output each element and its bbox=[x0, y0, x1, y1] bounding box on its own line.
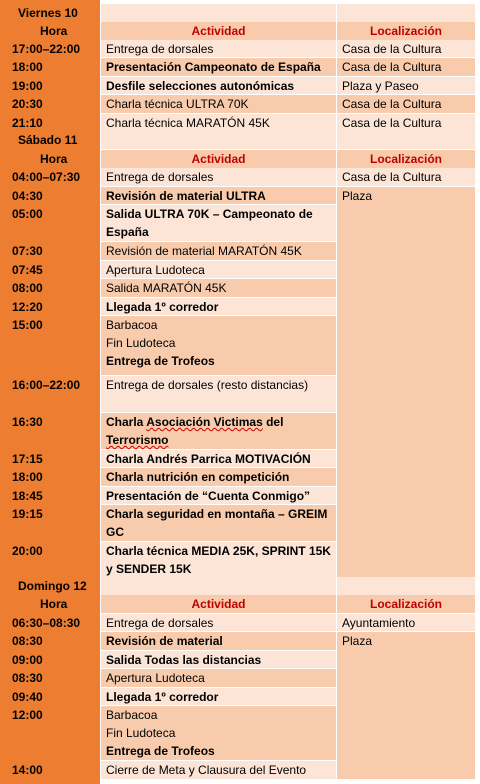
activity-text: Revisión de material MARATÓN 45K bbox=[106, 244, 302, 258]
time-cell: 19:15 bbox=[4, 505, 100, 541]
location-text: Plaza y Paseo bbox=[342, 79, 419, 93]
location-text: Casa de la Cultura bbox=[342, 42, 442, 56]
activity-cell bbox=[101, 651, 336, 668]
location-text: Casa de la Cultura bbox=[342, 97, 442, 111]
activity-text: Barbacoa bbox=[106, 318, 158, 332]
activity-text: Revisión de material ULTRA bbox=[106, 189, 266, 203]
activity-cell bbox=[101, 505, 336, 541]
time-cell: 20:00 bbox=[4, 542, 100, 577]
activity-cell bbox=[101, 614, 336, 631]
time-cell: 12:20 bbox=[4, 298, 100, 315]
day-title-spacer bbox=[101, 4, 336, 22]
time-cell: 18:00 bbox=[4, 58, 100, 76]
localizacion-header: Localización bbox=[337, 22, 475, 40]
actividad-header: Actividad bbox=[101, 150, 336, 168]
activity-cell bbox=[101, 40, 336, 57]
activity-text: Desfile selecciones autonómicas bbox=[106, 79, 295, 93]
time-cell: 06:30–08:30 bbox=[4, 614, 100, 631]
actividad-header: Actividad bbox=[101, 595, 336, 613]
activity-cell bbox=[101, 450, 336, 467]
location-cell bbox=[337, 187, 475, 577]
activity-text: Salida Todas las distancias bbox=[106, 653, 262, 667]
location-text: Ayuntamiento bbox=[342, 616, 416, 630]
time-cell: 08:30 bbox=[4, 669, 100, 687]
activity-cell bbox=[101, 542, 336, 577]
activity-cell bbox=[101, 95, 336, 113]
activity-text: Entrega de Trofeos bbox=[106, 354, 215, 368]
activity-text: Revisión de material bbox=[106, 634, 223, 648]
activity-text: Barbacoa bbox=[106, 708, 158, 722]
activity-text: Charla técnica MARATÓN 45K bbox=[106, 116, 270, 130]
actividad-header: Actividad bbox=[101, 22, 336, 40]
activity-text: Apertura Ludoteca bbox=[106, 671, 205, 685]
location-text: Casa de la Cultura bbox=[342, 170, 442, 184]
activity-text: Charla nutrición en competición bbox=[106, 470, 290, 484]
activity-cell bbox=[101, 205, 336, 241]
activity-cell bbox=[101, 468, 336, 486]
activity-text: Terrorismo bbox=[106, 433, 169, 447]
time-cell: 04:00–07:30 bbox=[4, 168, 100, 186]
day-title-spacer bbox=[101, 577, 336, 595]
activity-text: Charla Andrés Parrica MOTIVACIÓN bbox=[106, 452, 311, 466]
activity-text: Presentación de “Cuenta Conmigo” bbox=[106, 489, 311, 503]
activity-cell bbox=[101, 316, 336, 375]
time-cell: 09:00 bbox=[4, 651, 100, 668]
location-cell bbox=[337, 40, 475, 57]
activity-text: del bbox=[262, 415, 284, 429]
activity-cell bbox=[101, 413, 336, 449]
activity-text: Charla seguridad en montaña – GREIM GC bbox=[106, 507, 328, 539]
time-cell: 16:00–22:00 bbox=[4, 376, 100, 412]
time-cell: 16:30 bbox=[4, 413, 100, 449]
activity-text: Presentación Campeonato de España bbox=[106, 60, 321, 74]
activity-cell bbox=[101, 669, 336, 687]
activity-cell bbox=[101, 279, 336, 297]
activity-text: Salida MARATÓN 45K bbox=[106, 281, 227, 295]
location-text: Plaza bbox=[342, 189, 373, 203]
activity-text: Asociación Victimas bbox=[146, 415, 263, 429]
activity-cell bbox=[101, 706, 336, 760]
activity-cell bbox=[101, 632, 336, 650]
activity-text: Entrega de Trofeos bbox=[106, 744, 215, 758]
activity-cell bbox=[101, 261, 336, 278]
activity-cell bbox=[101, 77, 336, 94]
day-title: Domingo 12 bbox=[4, 577, 100, 595]
day-title-spacer bbox=[337, 577, 475, 595]
time-cell: 07:45 bbox=[4, 261, 100, 278]
activity-cell bbox=[101, 376, 336, 412]
activity-text: Charla bbox=[106, 415, 147, 429]
time-cell: 17:15 bbox=[4, 450, 100, 467]
activity-text: Charla técnica ULTRA 70K bbox=[106, 97, 249, 111]
activity-text: Apertura Ludoteca bbox=[106, 263, 205, 277]
activity-text: Llegada 1º corredor bbox=[106, 690, 219, 704]
time-cell: 04:30 bbox=[4, 187, 100, 204]
activity-cell bbox=[101, 114, 336, 131]
activity-cell bbox=[101, 168, 336, 186]
day-title-spacer bbox=[337, 4, 475, 22]
location-cell bbox=[337, 77, 475, 94]
location-cell bbox=[337, 168, 475, 186]
day-title-spacer bbox=[101, 131, 336, 149]
time-cell: 15:00 bbox=[4, 316, 100, 375]
activity-cell bbox=[101, 487, 336, 504]
activity-text: Charla técnica MEDIA 25K, SPRINT 15K y SENDER 15K bbox=[106, 544, 331, 576]
time-cell: 12:00 bbox=[4, 706, 100, 760]
activity-text: Fin Ludoteca bbox=[106, 726, 176, 740]
activity-text: Entrega de dorsales bbox=[106, 42, 214, 56]
activity-text: Fin Ludoteca bbox=[106, 336, 176, 350]
localizacion-header: Localización bbox=[337, 150, 475, 168]
time-cell: 19:00 bbox=[4, 77, 100, 94]
hora-header: Hora bbox=[4, 595, 100, 613]
time-cell: 17:00–22:00 bbox=[4, 40, 100, 57]
location-cell bbox=[337, 632, 475, 779]
time-cell: 08:00 bbox=[4, 279, 100, 297]
time-cell: 14:00 bbox=[4, 761, 100, 779]
location-text: Plaza bbox=[342, 634, 373, 648]
time-cell: 07:30 bbox=[4, 242, 100, 260]
activity-cell bbox=[101, 298, 336, 315]
time-cell: 09:40 bbox=[4, 688, 100, 705]
activity-cell bbox=[101, 688, 336, 705]
time-cell: 08:30 bbox=[4, 632, 100, 650]
time-cell: 18:45 bbox=[4, 487, 100, 504]
hora-header: Hora bbox=[4, 150, 100, 168]
footer-band bbox=[0, 779, 100, 784]
location-cell bbox=[337, 114, 475, 131]
activity-cell bbox=[101, 761, 336, 779]
activity-cell bbox=[101, 187, 336, 204]
activity-text: Entrega de dorsales bbox=[106, 170, 214, 184]
hora-header: Hora bbox=[4, 22, 100, 40]
activity-cell bbox=[101, 242, 336, 260]
time-cell: 05:00 bbox=[4, 205, 100, 241]
time-cell: 20:30 bbox=[4, 95, 100, 113]
time-cell: 21:10 bbox=[4, 114, 100, 131]
day-title: Viernes 10 bbox=[4, 4, 100, 22]
activity-cell bbox=[101, 58, 336, 76]
localizacion-header: Localización bbox=[337, 595, 475, 613]
location-cell bbox=[337, 95, 475, 113]
location-cell bbox=[337, 58, 475, 76]
location-cell bbox=[337, 614, 475, 631]
time-cell: 18:00 bbox=[4, 468, 100, 486]
day-title-spacer bbox=[337, 131, 475, 149]
activity-text: Entrega de dorsales bbox=[106, 616, 214, 630]
day-title: Sábado 11 bbox=[4, 131, 100, 149]
activity-text: Salida ULTRA 70K – Campeonato de España bbox=[106, 207, 313, 239]
location-text: Casa de la Cultura bbox=[342, 60, 442, 74]
activity-text: Entrega de dorsales (resto distancias) bbox=[106, 378, 309, 392]
activity-text: Llegada 1º corredor bbox=[106, 300, 219, 314]
location-text: Casa de la Cultura bbox=[342, 116, 442, 130]
activity-text: Cierre de Meta y Clausura del Evento bbox=[106, 763, 307, 777]
